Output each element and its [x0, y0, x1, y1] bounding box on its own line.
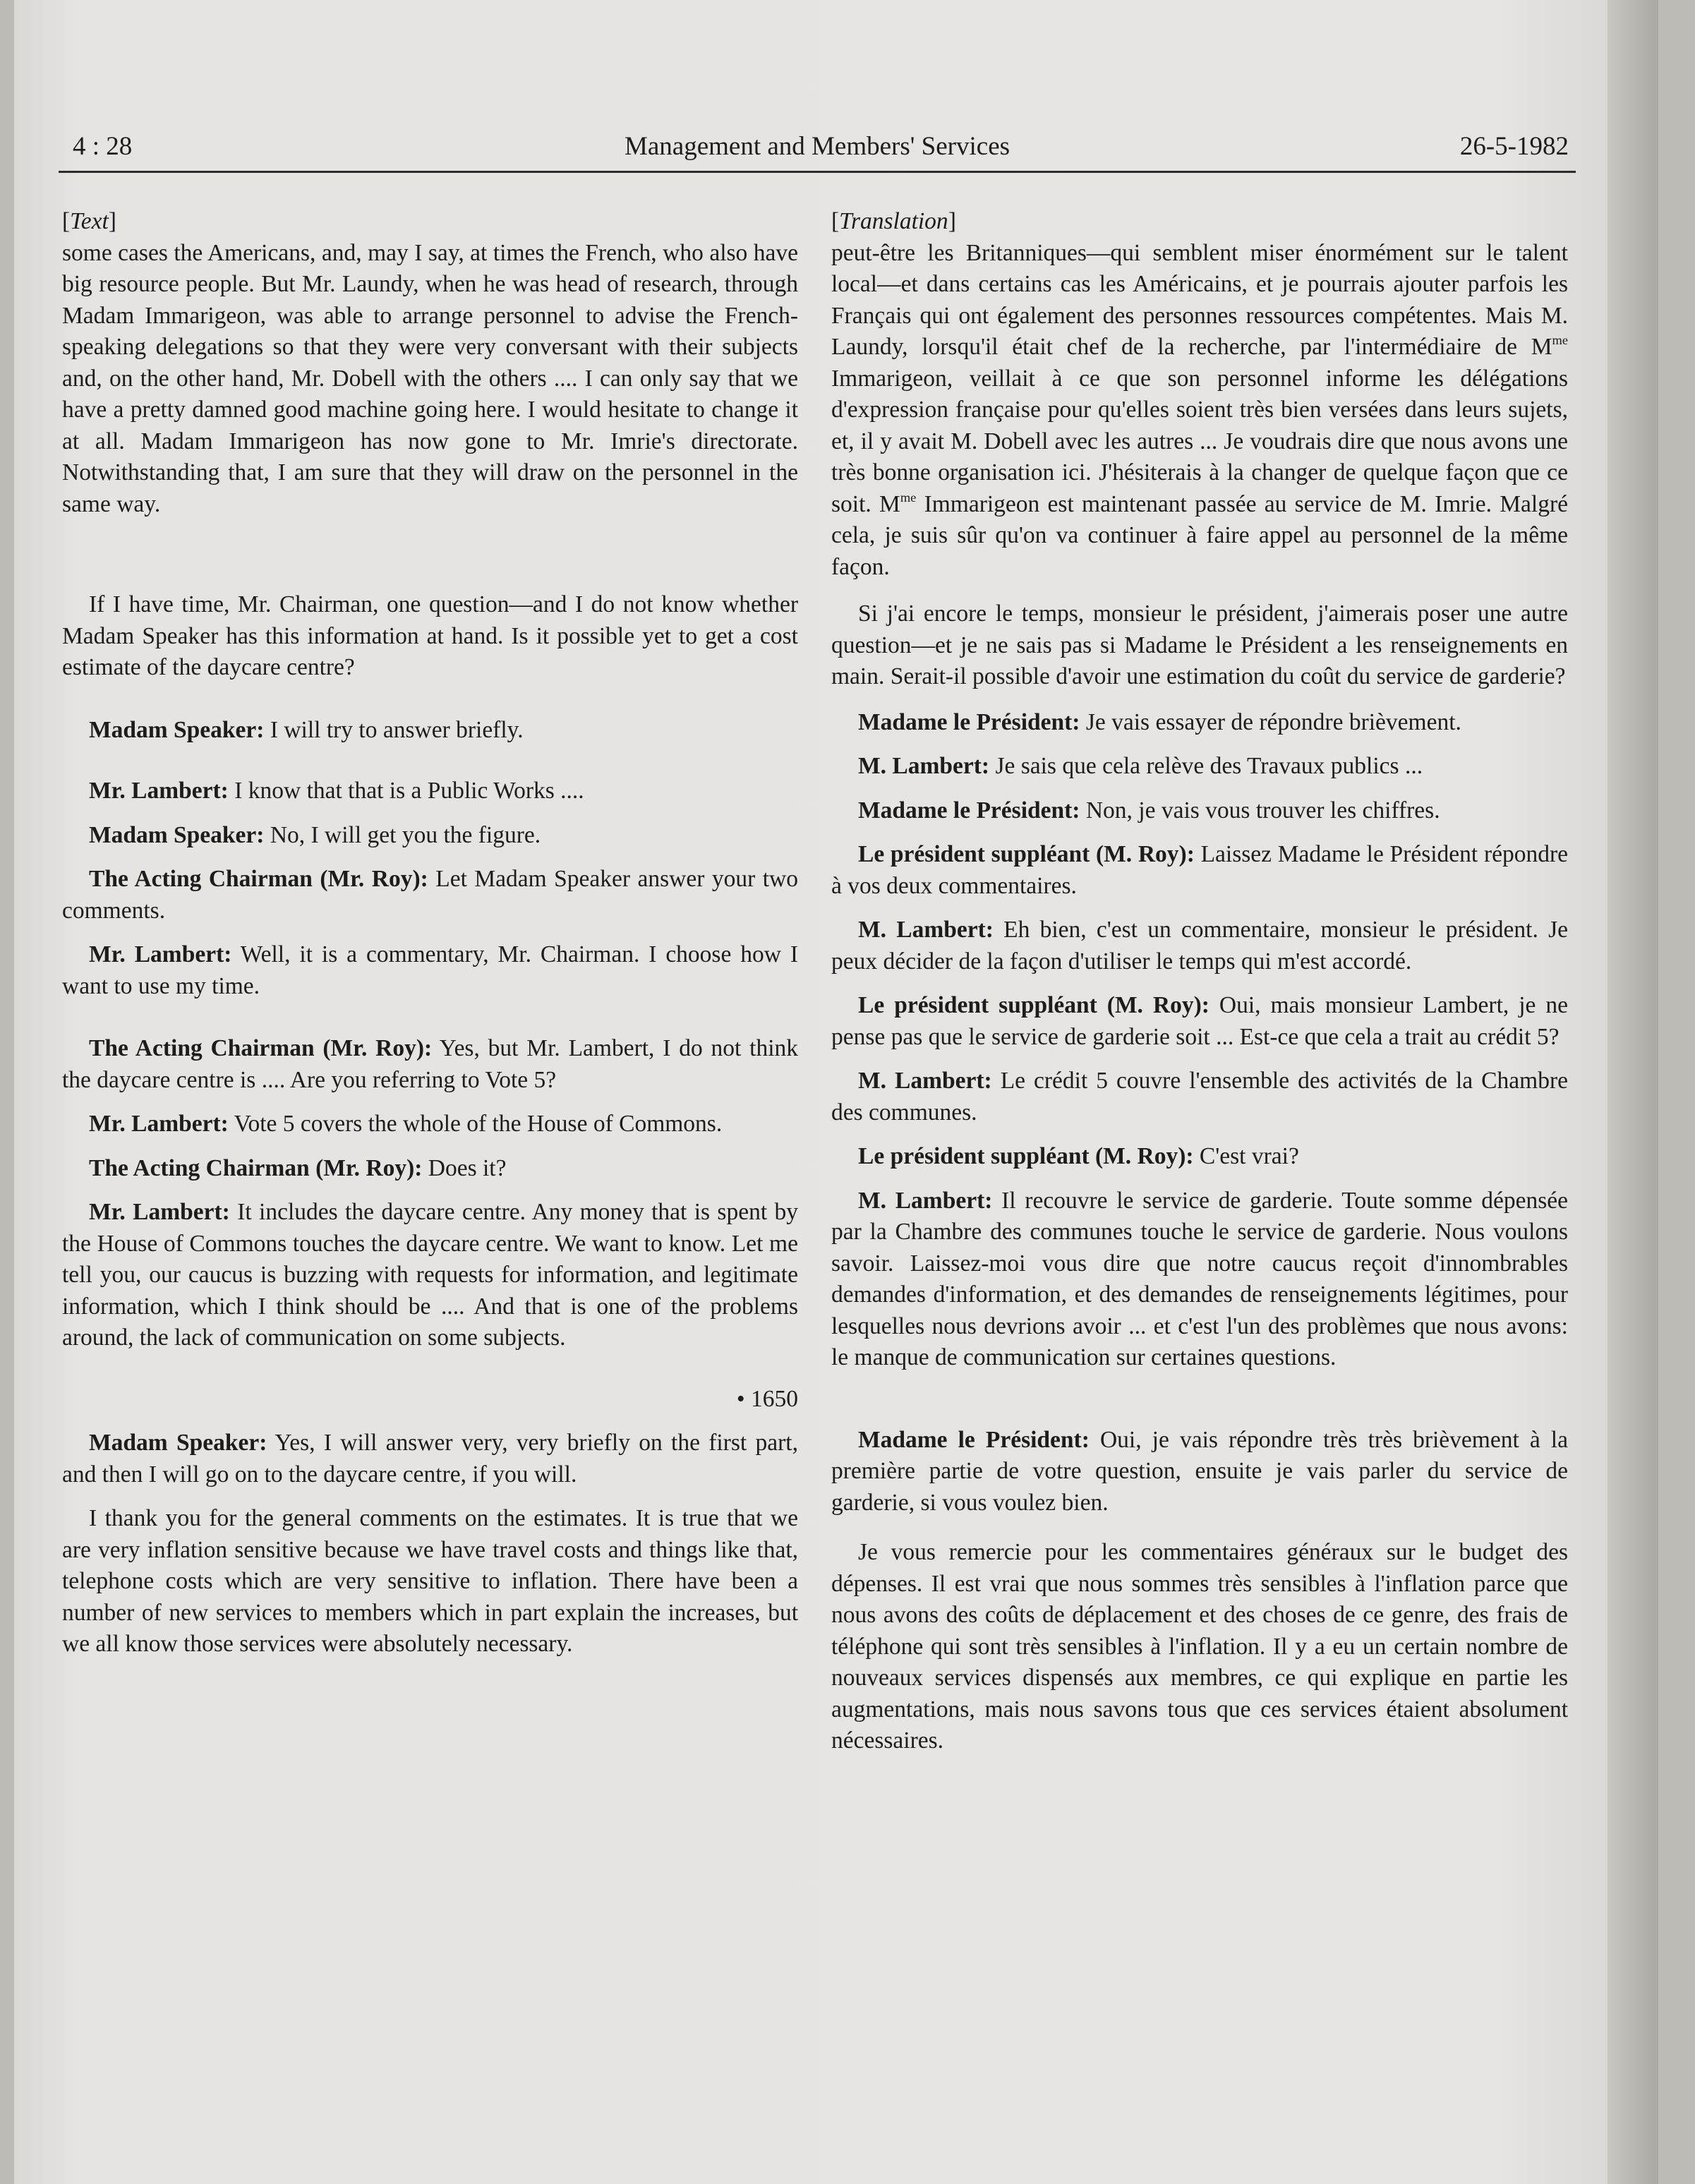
paragraph: Je vous remercie pour les commentaires généraux sur le budget des dépenses. Il est vrai que nous sommes très sensibles à l'inflation parce que nous avons des coûts de déplacement et des choses de ce genre, des frais de téléphone qui sont très sensibles à l'inflation. Il y a eu un certain nombre de nouveaux services dispensés aux membres, ce qui explique en partie les augmentations, mais nous savons tous que ces services étaient absolument nécessaires.: [831, 1539, 1568, 1754]
english-column: [62, 206, 798, 1660]
text-label: [Text]: [62, 208, 116, 234]
speaker-name: M. Lambert:: [858, 917, 994, 943]
page-edge-shadow: [1607, 0, 1658, 2184]
speaker-name: M. Lambert:: [858, 753, 990, 779]
speaker-turn: Madame le Président: Oui, je vais répondre très très brièvement à la première partie de votre question, ensuite je vais parler du service de garderie, si vous voulez bien.: [831, 1426, 1568, 1516]
speaker-turn: Madam Speaker: I will try to answer briefly.: [89, 716, 524, 743]
speaker-turn: Mr. Lambert: Well, it is a commentary, Mr. Chairman. I choose how I want to use my time.: [62, 941, 799, 999]
speaker-name: Mr. Lambert:: [89, 941, 232, 967]
speaker-turn: Le président suppléant (M. Roy): Oui, mais monsieur Lambert, je ne pense pas que le service de garderie soit ... Est-ce que cela a trait au crédit 5?: [831, 992, 1568, 1050]
speaker-turn: Madam Speaker: Yes, I will answer very, very briefly on the first part, and then I will go on to the daycare centre, if you will.: [62, 1430, 798, 1488]
header-date: 26-5-1982: [1459, 132, 1569, 161]
paragraph: Si j'ai encore le temps, monsieur le président, j'aimerais poser une autre question—et je ne sais pas si Madame le Président a les renseignements en main. Serait-il possible d'avoir une estimation du coût du service de garderie?: [831, 601, 1568, 689]
paragraph: If I have time, Mr. Chairman, one question—and I do not know whether Madam Speaker has this information at hand. Is it possible yet to get a cost estimate of the daycare centre?: [62, 591, 798, 680]
speaker-turn: Le président suppléant (M. Roy): C'est vrai?: [858, 1143, 1299, 1169]
speaker-name: Le président suppléant (M. Roy):: [858, 992, 1210, 1018]
speaker-turn: The Acting Chairman (Mr. Roy): Let Madam Speaker answer your two comments.: [62, 866, 798, 924]
speaker-turn: Le président suppléant (M. Roy): Laissez Madame le Président répondre à vos deux commentaires.: [831, 841, 1568, 899]
speaker-name: Madam Speaker:: [89, 716, 265, 743]
speaker-turn: The Acting Chairman (Mr. Roy): Yes, but Mr. Lambert, I do not think the daycare centre is .... Are you referring to Vote 5?: [62, 1035, 799, 1093]
speaker-turn: Madame le Président: Je vais essayer de répondre brièvement.: [858, 708, 1461, 735]
speaker-name: The Acting Chairman (Mr. Roy):: [89, 1154, 423, 1181]
publication-title: Management and Members' Services: [624, 132, 1011, 161]
translation-label: [Translation]: [831, 208, 956, 234]
paragraph: I thank you for the general comments on the estimates. It is true that we are very inflation sensitive because we have travel costs and things like that, telephone costs which are very sensitive to inflation. There have been a number of new services to members which in part explain the increases, but we all know those services were absolutely necessary.: [62, 1505, 798, 1657]
speaker-name: The Acting Chairman (Mr. Roy):: [89, 866, 428, 892]
speaker-name: Mr. Lambert:: [89, 778, 229, 804]
speaker-name: Madame le Président:: [858, 797, 1080, 823]
page-number: 4 : 28: [73, 132, 133, 161]
speaker-turn: Mr. Lambert: It includes the daycare centre. Any money that is spent by the House of Commons touches the daycare centre. We want to know. Let me tell you, our caucus is buzzing with requests for information, and legitimate information, which I think should be .... And that is one of the problems around, the lack of communication on some subjects.: [62, 1199, 799, 1351]
speaker-turn: Madame le Président: Non, je vais vous trouver les chiffres.: [858, 797, 1440, 823]
speaker-turn: M. Lambert: Il recouvre le service de garderie. Toute somme dépensée par la Chambre des communes touche le service de garderie. Nous voulons savoir. Laissez-moi vous dire que notre caucus reçoit d'innombrables demandes d'information, et des demandes de renseignements légitimes, pour lesquelles nous devrions avoir ... et c'est l'un des problèmes que nous avons: le manque de communication sur certaines questions.: [831, 1187, 1568, 1370]
paragraph: some cases the Americans, and, may I say, at times the French, who also have big resource people. But Mr. Laundy, when he was head of research, through Madam Immarigeon, was able to arrange personnel to advise the French-speaking delegations so that they were very conversant with their subjects and, on the other hand, Mr. Dobell with the others .... I can only say that we have a pretty damned good machine going here. I would hesitate to change it at all. Madam Immarigeon has now gone to Mr. Imrie's directorate. Notwithstanding that, I am sure that they will draw on the personnel in the same way.: [62, 239, 798, 517]
speaker-turn: Mr. Lambert: I know that that is a Public Works ....: [89, 778, 584, 804]
speaker-name: Madam Speaker:: [89, 821, 265, 848]
speaker-name: Madam Speaker:: [89, 1430, 267, 1456]
speaker-name: M. Lambert:: [858, 1187, 993, 1214]
speaker-turn: M. Lambert: Le crédit 5 couvre l'ensemble des activités de la Chambre des communes.: [831, 1068, 1568, 1126]
speaker-name: Mr. Lambert:: [89, 1111, 229, 1137]
speaker-turn: M. Lambert: Eh bien, c'est un commentaire, monsieur le président. Je peux décider de la façon d'utiliser le temps qui m'est accordé.: [831, 917, 1568, 975]
speaker-turn: Mr. Lambert: Vote 5 covers the whole of the House of Commons.: [89, 1111, 723, 1137]
french-column: [831, 206, 1568, 1757]
paragraph: peut-être les Britanniques—qui semblent miser énormément sur le talent local—et dans certains cas les Américains, et je pourrais ajouter parfois les Français qui ont également des personnes ressources compétentes. Mais M. Laundy, lorsqu'il était chef de la recherche, par l'intermédiaire de $M^{me}$ Immarigeon, veillait à ce que son personnel informe les délégations d'expression française pour qu'elles soient très bien versées dans leurs sujets, et, il y avait M. Dobell avec les autres ... Je voudrais dire que nous avons une très bonne organisation ici. J'hésiterais à la changer de quelque façon que ce soit. $M^{me}$ Immarigeon est maintenant passée au service de M. Imrie. Malgré cela, je suis sûr qu'on va continuer à faire appel au personnel de la même façon.: [831, 239, 1568, 580]
running-header: [59, 127, 1576, 173]
speaker-name: Madame le Président:: [858, 708, 1080, 735]
speaker-turn: The Acting Chairman (Mr. Roy): Does it?: [89, 1154, 507, 1181]
speaker-name: Madame le Président:: [858, 1426, 1090, 1453]
speaker-name: M. Lambert:: [858, 1068, 992, 1094]
speaker-turn: M. Lambert: Je sais que cela relève des Travaux publics ...: [858, 753, 1423, 779]
speaker-name: Le président suppléant (M. Roy):: [858, 1143, 1194, 1169]
speaker-turn: Madam Speaker: No, I will get you the figure.: [89, 821, 541, 848]
speaker-name: Le président suppléant (M. Roy):: [858, 841, 1195, 867]
time-marker: • 1650: [736, 1385, 798, 1412]
speaker-name: Mr. Lambert:: [89, 1199, 230, 1225]
speaker-name: The Acting Chairman (Mr. Roy):: [89, 1035, 433, 1061]
